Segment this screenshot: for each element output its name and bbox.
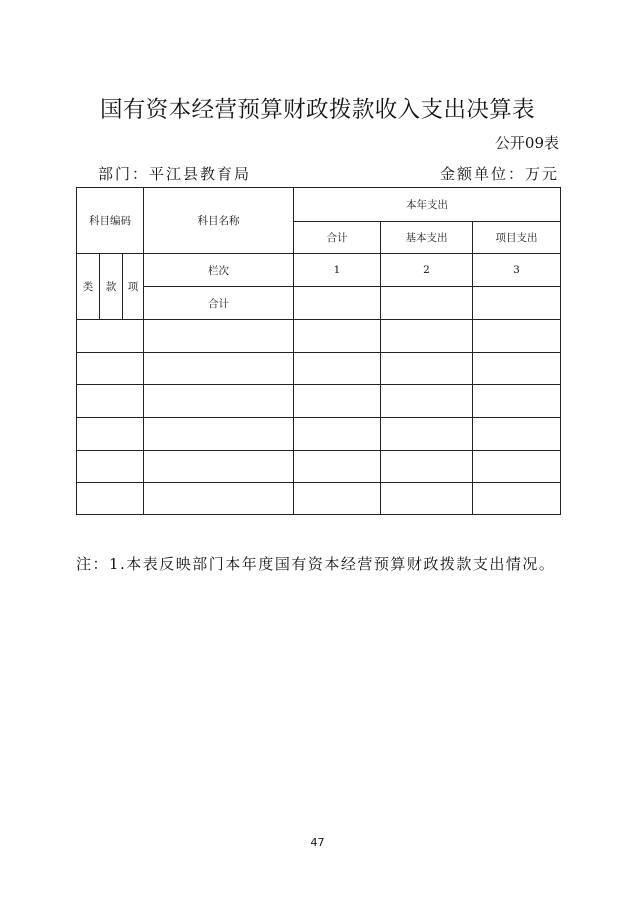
table-cell	[294, 451, 381, 483]
page-number: 47	[310, 836, 325, 849]
table-cell	[77, 451, 144, 483]
table-row	[77, 418, 561, 451]
table-cell	[294, 483, 381, 515]
table-cell	[144, 385, 294, 418]
table-cell	[473, 320, 561, 353]
total-project-cell	[473, 287, 561, 320]
code-class: 类	[77, 254, 100, 320]
department-label: 部门：平江县教育局	[98, 165, 252, 183]
table-cell	[144, 353, 294, 385]
table-cell	[294, 320, 381, 353]
table-row	[77, 320, 561, 353]
table-cell	[381, 353, 473, 385]
budget-table	[76, 187, 561, 515]
table-cell	[144, 320, 294, 353]
code-section: 款	[100, 254, 123, 320]
table-cell	[77, 483, 144, 515]
header-subject-code: 科目编码	[77, 188, 144, 254]
code-item: 项	[123, 254, 144, 320]
header-total: 合计	[294, 222, 381, 254]
header-project-expense: 项目支出	[473, 222, 561, 254]
total-basic-cell	[381, 287, 473, 320]
form-code: 公开09表	[494, 134, 559, 152]
table-cell	[473, 451, 561, 483]
table-cell	[77, 385, 144, 418]
total-cell	[294, 287, 381, 320]
column-index-label: 栏次	[144, 254, 294, 287]
table-cell	[381, 418, 473, 451]
table-row	[77, 353, 561, 385]
column-index-3: 3	[473, 254, 561, 287]
table-cell	[381, 320, 473, 353]
table-cell	[473, 418, 561, 451]
table-cell	[77, 418, 144, 451]
total-row-label: 合计	[144, 287, 294, 320]
header-year-expense: 本年支出	[294, 188, 561, 222]
table-cell	[381, 451, 473, 483]
table-cell	[381, 385, 473, 418]
table-cell	[144, 451, 294, 483]
table-cell	[144, 418, 294, 451]
header-subject-name: 科目名称	[144, 188, 294, 254]
footnote: 注：1.本表反映部门本年度国有资本经营预算财政拨款支出情况。	[76, 555, 556, 573]
table-row	[77, 451, 561, 483]
table-cell	[473, 353, 561, 385]
amount-unit-label: 金额单位：万元	[439, 165, 559, 183]
table-cell	[381, 483, 473, 515]
table-cell	[144, 483, 294, 515]
page-title: 国有资本经营预算财政拨款收入支出决算表	[99, 97, 536, 123]
table-row	[77, 385, 561, 418]
table-cell	[77, 353, 144, 385]
header-basic-expense: 基本支出	[381, 222, 473, 254]
table-cell	[294, 385, 381, 418]
table-cell	[473, 483, 561, 515]
column-index-1: 1	[294, 254, 381, 287]
table-cell	[473, 385, 561, 418]
column-index-2: 2	[381, 254, 473, 287]
table-cell	[294, 418, 381, 451]
table-cell	[77, 320, 144, 353]
table-row	[77, 483, 561, 515]
table-cell	[294, 353, 381, 385]
